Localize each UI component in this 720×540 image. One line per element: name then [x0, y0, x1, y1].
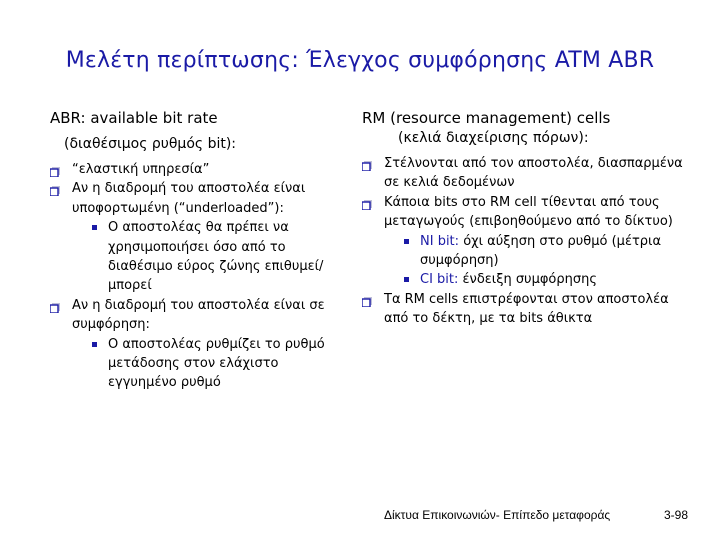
right-bullet-body: όχι αύξηση στο ρυθμό (μέτρια συμφόρηση) [420, 233, 662, 269]
left-bullet-list [50, 160, 350, 393]
right-bullet-label: CI bit: [420, 272, 459, 288]
right-subheading-text: (κελιά διαχείρισης πόρων): [398, 130, 589, 146]
right-bullet-item-4 [362, 270, 692, 289]
right-bullet-text [420, 232, 692, 271]
page-number: 3-98 [664, 508, 689, 522]
slide-title: Μελέτη περίπτωσης: Έλεγχος συμφόρησης ATM ABR [65, 48, 655, 73]
left-bullet-item-2 [50, 179, 350, 218]
left-bullet-text: Ο αποστολέας ρυθμίζει το ρυθμό μετάδοσης στον ελάχιστο εγγυημένο ρυθμό [108, 336, 325, 391]
right-bullet-item-3 [362, 232, 692, 271]
right-bullet-text: Στέλνονται από τον αποστολέα, διασπαρμένα σε κελιά δεδομένων [384, 156, 683, 191]
left-bullet-item-1 [50, 160, 350, 179]
right-bullet-text: Τα RM cells επιστρέφονται στον αποστολέα από το δέκτη, με τα bits άθικτα [384, 291, 669, 327]
left-bullet-text: Αν η διαδρομή του αποστολέα είναι υποφορτωμένη (“underloaded”): [72, 181, 306, 216]
left-bullet-item-4 [50, 296, 350, 335]
checkbox-bullet-icon [362, 294, 372, 304]
right-bullet-label: NI bit: [420, 233, 460, 249]
checkbox-bullet-icon [50, 183, 60, 193]
left-bullet-text: Ο αποστολέας θα πρέπει να χρησιμοποιήσει όσο από το διαθέσιμο εύρος ζώνης επιθυμεί/μπορεί [108, 220, 324, 294]
right-heading [362, 108, 692, 148]
right-bullet-text [420, 270, 692, 289]
right-bullet-item-1 [362, 154, 692, 193]
left-bullet-item-3 [50, 218, 350, 296]
checkbox-bullet-icon [50, 164, 60, 174]
right-heading-text: RM (resource management) cells [362, 109, 611, 127]
left-subheading-text: (διαθέσιμος ρυθμός bit): [64, 136, 237, 152]
left-bullet-text: “ελαστική υπηρεσία” [72, 162, 210, 177]
square-bullet-icon [92, 225, 97, 230]
square-bullet-icon [404, 239, 409, 244]
right-bullet-body: ένδειξη συμφόρησης [462, 272, 597, 288]
left-heading [50, 108, 350, 154]
right-bullet-item-2 [362, 193, 692, 232]
left-column [50, 108, 350, 393]
right-bullet-list [362, 154, 692, 329]
right-bullet-item-5 [362, 290, 692, 329]
checkbox-bullet-icon [362, 197, 372, 207]
square-bullet-icon [92, 342, 97, 347]
footer-text: Δίκτυα Επικοινωνιών- Επίπεδο μεταφοράς [384, 508, 611, 522]
left-bullet-item-5 [50, 335, 350, 393]
checkbox-bullet-icon [362, 158, 372, 168]
square-bullet-icon [404, 277, 409, 282]
checkbox-bullet-icon [50, 300, 60, 310]
right-column [362, 108, 692, 329]
left-heading-text: ABR: available bit rate [50, 109, 218, 127]
left-bullet-text: Αν η διαδρομή του αποστολέα είναι σε συμφόρηση: [72, 297, 325, 333]
right-bullet-text: Κάποια bits στο RM cell τίθενται από τους μεταγωγούς (επιβοηθούμενο από το δίκτυο) [384, 194, 673, 230]
